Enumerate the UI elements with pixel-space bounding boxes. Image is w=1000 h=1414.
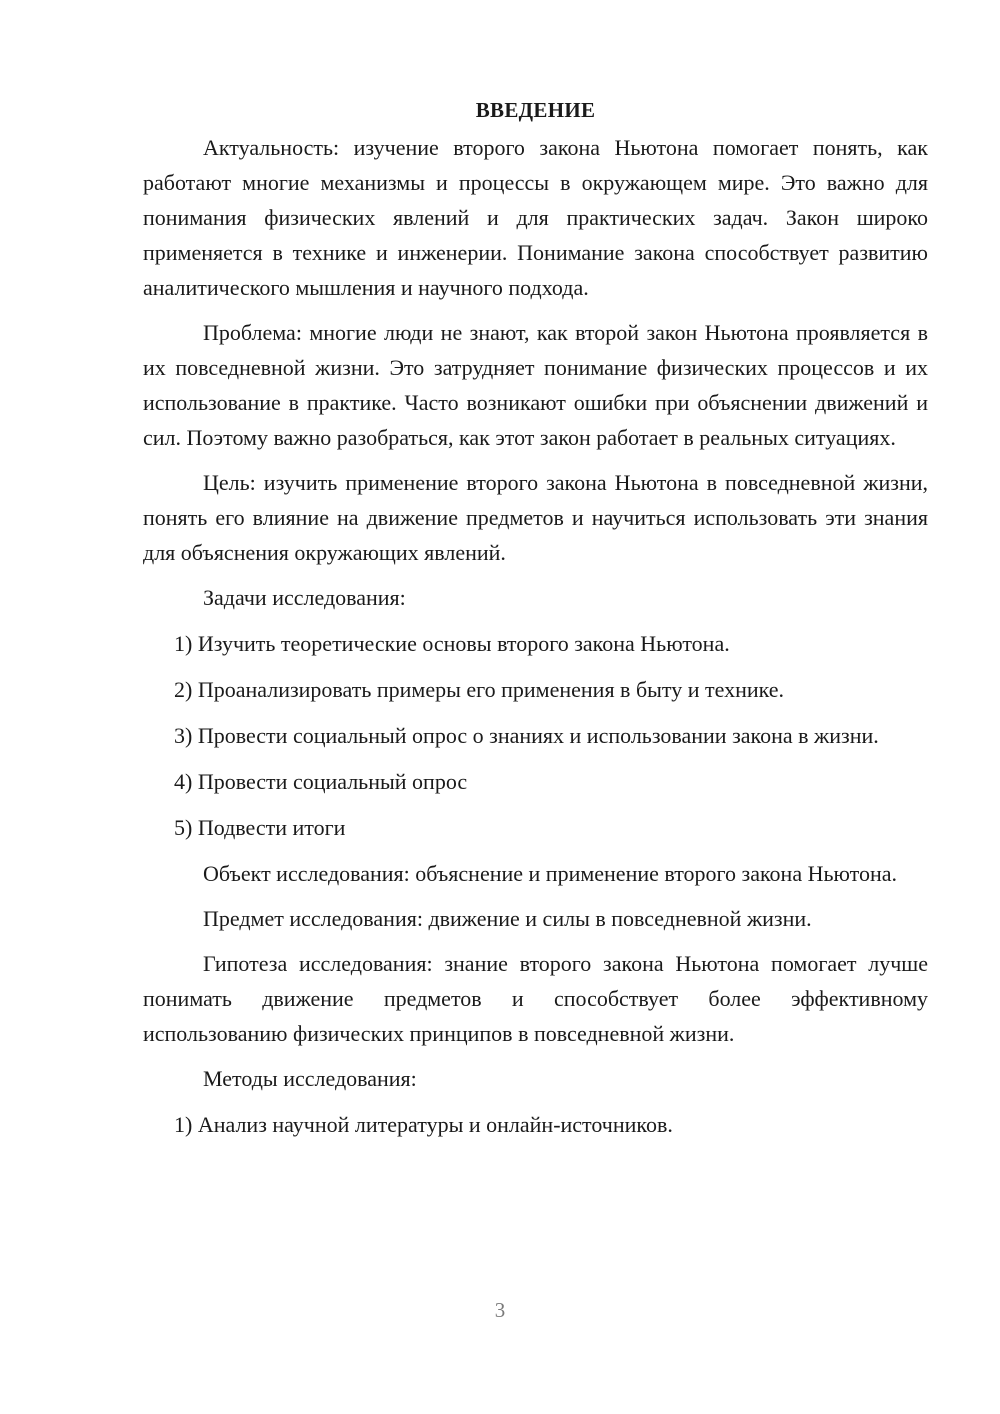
subject-paragraph: Предмет исследования: движение и силы в повседневной жизни. bbox=[203, 906, 812, 931]
tasks-heading: Задачи исследования: bbox=[203, 585, 406, 610]
goal-paragraph: Цель: изучить применение второго закона Ньютона в повседневной жизни, понять его влияние на движение предметов и научиться использовать эти знания для объяснения окружающих явлений. bbox=[143, 470, 928, 565]
task-item: 4) Провести социальный опрос bbox=[174, 769, 468, 794]
problem-paragraph: Проблема: многие люди не знают, как второй закон Ньютона проявляется в их повседневной жизни. Это затрудняет понимание физических процессов и их использование в практике. Часто возникают ошибки при объяснении движений и сил. Поэтому важно разобраться, как этот закон работает в реальных ситуациях. bbox=[143, 320, 928, 450]
task-item: 2) Проанализировать примеры его применения в быту и технике. bbox=[174, 677, 785, 702]
relevance-paragraph: Актуальность: изучение второго закона Ньютона помогает понять, как работают многие механизмы и процессы в окружающем мире. Это важно для понимания физических явлений и для практических задач. Закон широко применяется в технике и инженерии. Понимание закона способствует развитию аналитического мышления и научного подхода. bbox=[143, 135, 928, 300]
object-paragraph: Объект исследования: объяснение и применение второго закона Ньютона. bbox=[203, 861, 898, 886]
methods-heading: Методы исследования: bbox=[203, 1066, 417, 1091]
hypothesis-paragraph: Гипотеза исследования: знание второго закона Ньютона помогает лучше понимать движение предметов и способствует более эффективному использованию физических принципов в повседневной жизни. bbox=[143, 951, 928, 1046]
page-content bbox=[143, 92, 928, 1153]
section-heading: ВВЕДЕНИЕ bbox=[475, 98, 596, 122]
task-item: 3) Провести социальный опрос о знаниях и использовании закона в жизни. bbox=[174, 723, 879, 748]
page-number: 3 bbox=[494, 1298, 506, 1322]
task-item: 5) Подвести итоги bbox=[174, 815, 346, 840]
task-item: 1) Изучить теоретические основы второго закона Ньютона. bbox=[174, 631, 730, 656]
method-item: 1) Анализ научной литературы и онлайн-источников. bbox=[174, 1112, 673, 1137]
